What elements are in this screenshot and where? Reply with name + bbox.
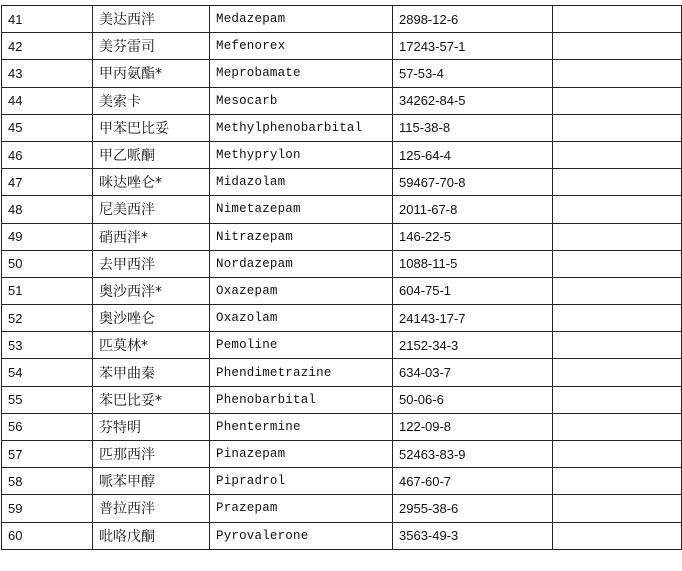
chinese-name-cell: 硝西泮* (93, 223, 210, 250)
cas-number-cell: 2955-38-6 (393, 495, 553, 522)
row-number-cell: 59 (2, 495, 93, 522)
row-number-cell: 47 (2, 169, 93, 196)
remarks-cell (553, 223, 682, 250)
english-name-cell: Nitrazepam (210, 223, 393, 250)
table-row (2, 60, 682, 87)
cas-number-cell: 604-75-1 (393, 277, 553, 304)
row-number-cell: 56 (2, 413, 93, 440)
table-row (2, 332, 682, 359)
english-name-cell: Mesocarb (210, 87, 393, 114)
english-name-cell: Methylphenobarbital (210, 114, 393, 141)
remarks-cell (553, 114, 682, 141)
cas-number-cell: 1088-11-5 (393, 250, 553, 277)
cas-number-cell: 59467-70-8 (393, 169, 553, 196)
english-name-cell: Phendimetrazine (210, 359, 393, 386)
cas-number-cell: 52463-83-9 (393, 441, 553, 468)
cas-number-cell: 57-53-4 (393, 60, 553, 87)
table-row (2, 386, 682, 413)
chinese-name-cell: 匹莫林* (93, 332, 210, 359)
cas-number-cell: 17243-57-1 (393, 33, 553, 60)
chinese-name-cell: 奥沙西泮* (93, 277, 210, 304)
remarks-cell (553, 332, 682, 359)
row-number-cell: 52 (2, 305, 93, 332)
english-name-cell: Meprobamate (210, 60, 393, 87)
chinese-name-cell: 尼美西泮 (93, 196, 210, 223)
remarks-cell (553, 196, 682, 223)
english-name-cell: Pyrovalerone (210, 522, 393, 549)
english-name-cell: Pemoline (210, 332, 393, 359)
chinese-name-cell: 苯甲曲秦 (93, 359, 210, 386)
cas-number-cell: 2011-67-8 (393, 196, 553, 223)
english-name-cell: Phenobarbital (210, 386, 393, 413)
remarks-cell (553, 60, 682, 87)
chinese-name-cell: 普拉西泮 (93, 495, 210, 522)
cas-number-cell: 146-22-5 (393, 223, 553, 250)
controlled-substance-table (1, 5, 682, 550)
chinese-name-cell: 甲丙氨酯* (93, 60, 210, 87)
row-number-cell: 60 (2, 522, 93, 549)
row-number-cell: 48 (2, 196, 93, 223)
english-name-cell: Pipradrol (210, 468, 393, 495)
chinese-name-cell: 奥沙唑仑 (93, 305, 210, 332)
remarks-cell (553, 6, 682, 33)
chinese-name-cell: 美芬雷司 (93, 33, 210, 60)
row-number-cell: 58 (2, 468, 93, 495)
remarks-cell (553, 305, 682, 332)
english-name-cell: Nordazepam (210, 250, 393, 277)
table-row (2, 413, 682, 440)
remarks-cell (553, 250, 682, 277)
row-number-cell: 51 (2, 277, 93, 304)
remarks-cell (553, 413, 682, 440)
cas-number-cell: 2152-34-3 (393, 332, 553, 359)
row-number-cell: 44 (2, 87, 93, 114)
remarks-cell (553, 359, 682, 386)
english-name-cell: Oxazepam (210, 277, 393, 304)
table-row (2, 495, 682, 522)
row-number-cell: 41 (2, 6, 93, 33)
cas-number-cell: 24143-17-7 (393, 305, 553, 332)
row-number-cell: 42 (2, 33, 93, 60)
cas-number-cell: 125-64-4 (393, 141, 553, 168)
table-row (2, 114, 682, 141)
cas-number-cell: 2898-12-6 (393, 6, 553, 33)
english-name-cell: Mefenorex (210, 33, 393, 60)
table-row (2, 6, 682, 33)
table-row (2, 87, 682, 114)
row-number-cell: 57 (2, 441, 93, 468)
cas-number-cell: 467-60-7 (393, 468, 553, 495)
row-number-cell: 46 (2, 141, 93, 168)
row-number-cell: 54 (2, 359, 93, 386)
remarks-cell (553, 141, 682, 168)
chinese-name-cell: 吡咯戊酮 (93, 522, 210, 549)
cas-number-cell: 122-09-8 (393, 413, 553, 440)
remarks-cell (553, 468, 682, 495)
chinese-name-cell: 甲苯巴比妥 (93, 114, 210, 141)
english-name-cell: Methyprylon (210, 141, 393, 168)
remarks-cell (553, 277, 682, 304)
cas-number-cell: 115-38-8 (393, 114, 553, 141)
chinese-name-cell: 哌苯甲醇 (93, 468, 210, 495)
chinese-name-cell: 苯巴比妥* (93, 386, 210, 413)
cas-number-cell: 50-06-6 (393, 386, 553, 413)
row-number-cell: 50 (2, 250, 93, 277)
cas-number-cell: 3563-49-3 (393, 522, 553, 549)
row-number-cell: 43 (2, 60, 93, 87)
chinese-name-cell: 芬特明 (93, 413, 210, 440)
english-name-cell: Pinazepam (210, 441, 393, 468)
remarks-cell (553, 495, 682, 522)
table-row (2, 522, 682, 549)
remarks-cell (553, 87, 682, 114)
english-name-cell: Midazolam (210, 169, 393, 196)
chinese-name-cell: 美索卡 (93, 87, 210, 114)
remarks-cell (553, 169, 682, 196)
english-name-cell: Nimetazepam (210, 196, 393, 223)
row-number-cell: 49 (2, 223, 93, 250)
remarks-cell (553, 522, 682, 549)
row-number-cell: 55 (2, 386, 93, 413)
chinese-name-cell: 美达西泮 (93, 6, 210, 33)
table-row (2, 33, 682, 60)
table-row (2, 305, 682, 332)
english-name-cell: Oxazolam (210, 305, 393, 332)
chinese-name-cell: 去甲西泮 (93, 250, 210, 277)
chinese-name-cell: 匹那西泮 (93, 441, 210, 468)
table-row (2, 359, 682, 386)
row-number-cell: 45 (2, 114, 93, 141)
table-row (2, 468, 682, 495)
remarks-cell (553, 33, 682, 60)
chinese-name-cell: 甲乙哌酮 (93, 141, 210, 168)
row-number-cell: 53 (2, 332, 93, 359)
remarks-cell (553, 386, 682, 413)
table-row (2, 250, 682, 277)
table-body (2, 6, 682, 550)
table-row (2, 169, 682, 196)
table-row (2, 441, 682, 468)
remarks-cell (553, 441, 682, 468)
english-name-cell: Prazepam (210, 495, 393, 522)
english-name-cell: Medazepam (210, 6, 393, 33)
table-row (2, 223, 682, 250)
cas-number-cell: 34262-84-5 (393, 87, 553, 114)
table-row (2, 141, 682, 168)
table-row (2, 196, 682, 223)
table-row (2, 277, 682, 304)
cas-number-cell: 634-03-7 (393, 359, 553, 386)
english-name-cell: Phentermine (210, 413, 393, 440)
chinese-name-cell: 咪达唑仑* (93, 169, 210, 196)
